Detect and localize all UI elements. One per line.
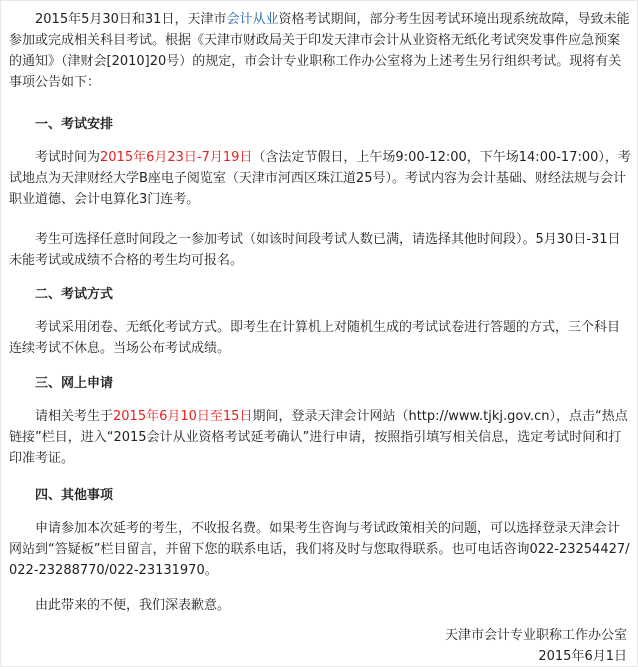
section3-text-b: 期间，登录天津会计网站（http://www.tjkj.gov.cn），点击“热点链接”栏目，进入“2015会计从业资格考试延考确认”进行申请，按照指引填写相关信息，选定考试时间和打印准考证。 — [9, 409, 628, 466]
intro-text-1: 2015年5月30日和31日，天津市 — [35, 12, 227, 27]
accounting-link[interactable]: 会计从业 — [226, 12, 279, 27]
section2-heading: 二、考试方式 — [35, 287, 114, 302]
section1-paragraph-2: 考生可选择任意时间段之一参加考试（如该时间段考试人数已满，请选择其他时间段）。5月30日-31日未能考试或成绩不合格的考生均可报名。 — [9, 232, 621, 268]
section3-paragraph — [9, 406, 631, 469]
section4-paragraph-1: 申请参加本次延考的考生，不收报名费。如果考生咨询与考试政策相关的问题，可以选择登录天津会计网站到“答疑板”栏目留言，并留下您的联系电话，我们将及时与您取得联系。也可电话咨询022-23254427/022-23288770/022-23131970。 — [9, 521, 630, 578]
section4-heading: 四、其他事项 — [35, 488, 114, 503]
section1-text-b: （含法定节假日，上午场9:00-12:00，下午场14:00-17:00），考试地点为天津财经大学B座电子阅览室（天津市河西区珠江道25号）。考试内容为会计基础、财经法规与会计职业道德、会计电算化3门连考。 — [9, 150, 631, 207]
section1-text-a: 考试时间为 — [35, 150, 101, 165]
signature-org: 天津市会计专业职称工作办公室 — [444, 628, 627, 643]
section1-paragraph-1 — [9, 147, 631, 210]
intro-paragraph — [9, 9, 631, 93]
exam-date-range: 2015年6月23日-7月19日 — [100, 150, 253, 165]
section3-text-a: 请相关考生于 — [35, 409, 114, 424]
section3-heading: 三、网上申请 — [35, 376, 114, 391]
section1-heading: 一、考试安排 — [35, 117, 114, 132]
intro-text-2: 资格考试期间，部分考生因考试环境出现系统故障，导致未能参加或完成相关科目考试。根据《天津市财政局关于印发天津市会计从业资格无纸化考试突发事件应急预案的通知》（津财会[2010]20号）的规定，市会计专业职称工作办公室将为上述考生另行组织考试。现将有关事项公告如下： — [9, 12, 630, 90]
application-date-range: 2015年6月10日至15日 — [113, 409, 253, 424]
signature-date: 2015年6月1日 — [538, 649, 627, 664]
section2-paragraph: 考试采用闭卷、无纸化考试方式。即考生在计算机上对随机生成的考试试卷进行答题的方式，三个科目连续考试不休息。当场公布考试成绩。 — [9, 320, 621, 356]
section4-paragraph-2: 由此带来的不便，我们深表歉意。 — [35, 598, 231, 613]
